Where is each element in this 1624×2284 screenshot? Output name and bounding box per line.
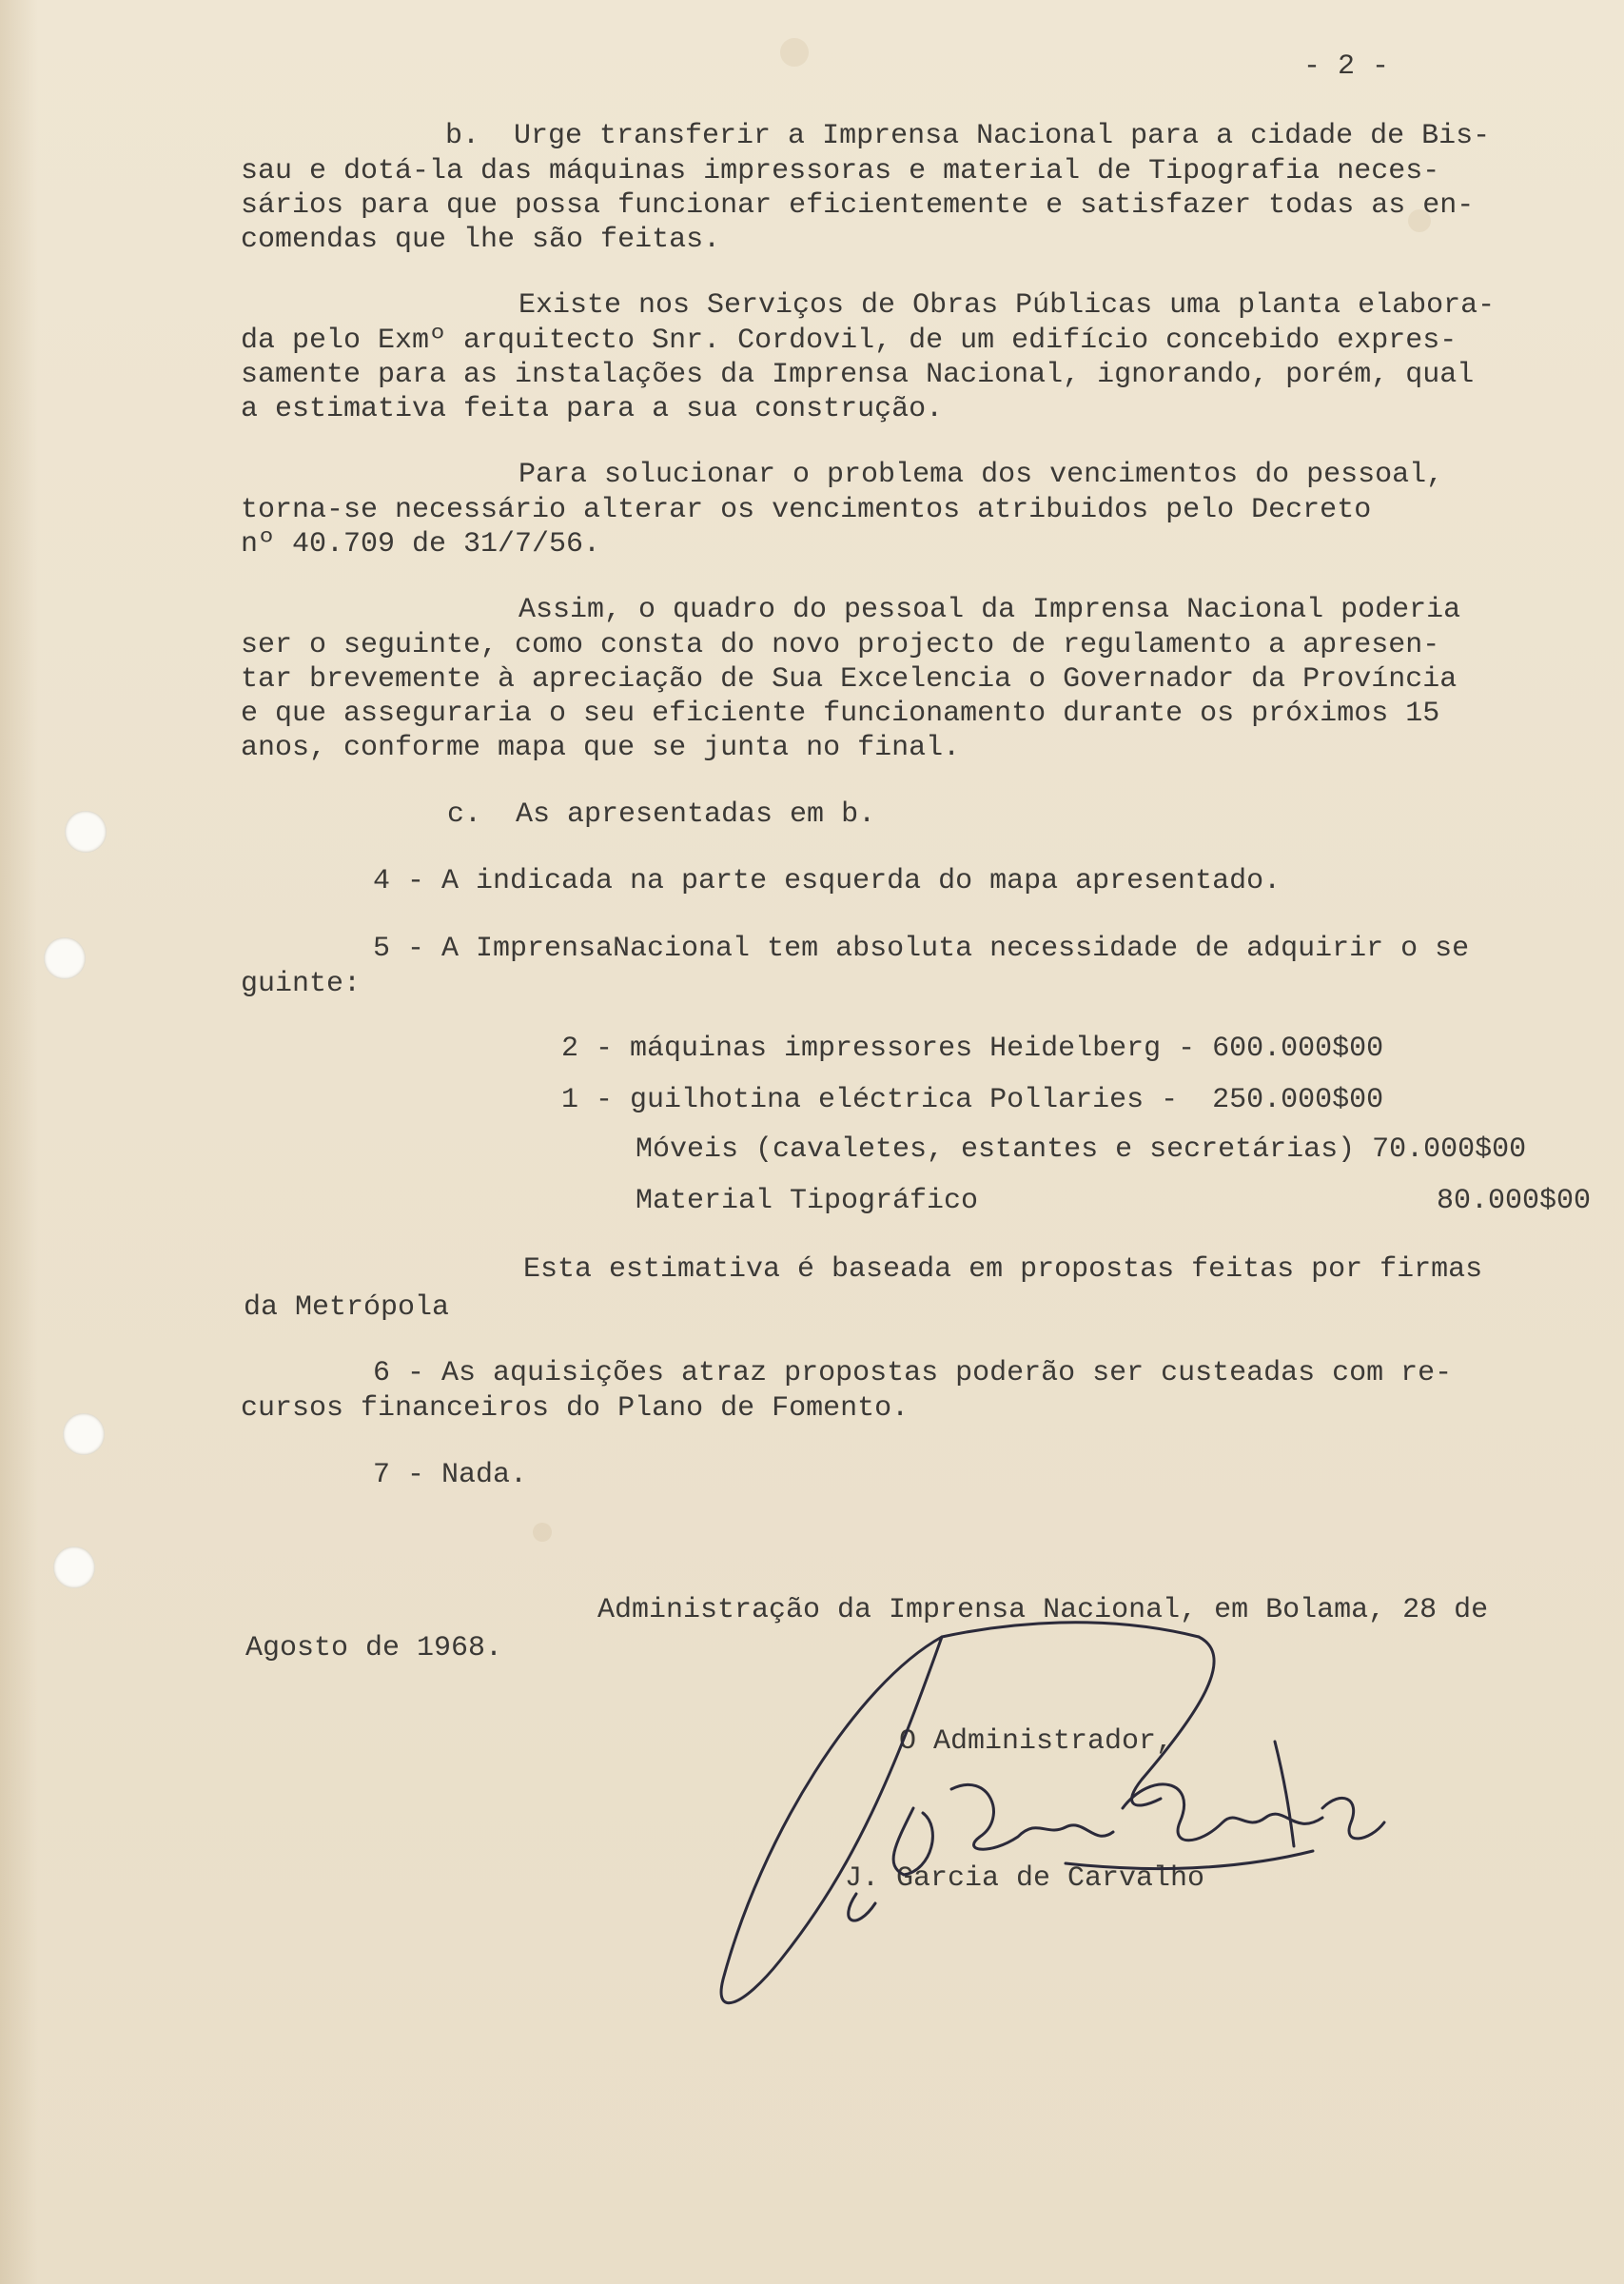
paragraph-existe-line-1: Existe nos Serviços de Obras Públicas uma planta elabora- — [519, 289, 1496, 322]
paper-stain — [533, 1523, 552, 1542]
handwritten-signature — [704, 1618, 1389, 2018]
closing-line-1: Administração da Imprensa Nacional, em Bolama, 28 de — [597, 1594, 1489, 1626]
paragraph-para-line-1: Para solucionar o problema dos vencimentos do pessoal, — [519, 459, 1444, 491]
item-7: 7 - Nada. — [373, 1459, 528, 1491]
item-c: c. As apresentadas em b. — [447, 798, 876, 831]
paragraph-para-line-2: torna-se necessário alterar os vencimentos atribuidos pelo Decreto — [241, 494, 1372, 526]
paragraph-assim-line-3: tar brevemente à apreciação de Sua Excelencia o Governador da Província — [241, 663, 1458, 696]
paper-edge-shadow — [0, 0, 38, 2284]
closing-line-2: Agosto de 1968. — [245, 1632, 503, 1664]
purchase-item-1: 2 - máquinas impressores Heidelberg - 600.000$00 — [561, 1033, 1384, 1065]
paragraph-b-line-4: comendas que lhe são feitas. — [241, 224, 721, 256]
paragraph-assim-line-1: Assim, o quadro do pessoal da Imprensa Nacional poderia — [519, 594, 1461, 626]
paragraph-b-line-2: sau e dotá-la das máquinas impressoras e material de Tipografia neces- — [241, 155, 1440, 187]
punch-hole — [53, 1546, 95, 1588]
item-6-line-2: cursos financeiros do Plano de Fomento. — [241, 1392, 910, 1425]
paragraph-assim-line-5: anos, conforme mapa que se junta no final. — [241, 732, 961, 764]
paragraph-assim-line-2: ser o seguinte, como consta do novo projecto de regulamento a apresen- — [241, 629, 1440, 661]
estimate-line-2: da Metrópola — [244, 1291, 450, 1324]
paragraph-existe-line-4: a estimativa feita para a sua construção. — [241, 393, 944, 425]
estimate-line-1: Esta estimativa é baseada em propostas feitas por firmas — [523, 1253, 1483, 1286]
purchase-item-4-value: 80.000$00 — [1437, 1185, 1592, 1217]
purchase-item-3: Móveis (cavaletes, estantes e secretárias) 70.000$00 — [636, 1133, 1527, 1166]
punch-hole — [65, 811, 107, 853]
page-number: - 2 - — [1303, 50, 1390, 83]
item-5-line-2: guinte: — [241, 968, 362, 1000]
paragraph-b-line-3: sários para que possa funcionar eficientemente e satisfazer todas as en- — [241, 189, 1475, 222]
purchase-item-4-label: Material Tipográfico — [636, 1185, 979, 1217]
paragraph-existe-line-2: da pelo Exmº arquitecto Snr. Cordovil, de um edifício concebido expres- — [241, 325, 1458, 357]
paragraph-assim-line-4: e que asseguraria o seu eficiente funcionamento durante os próximos 15 — [241, 698, 1440, 730]
item-6-line-1: 6 - As aquisições atraz propostas poderão ser custeadas com re- — [373, 1357, 1453, 1389]
punch-hole — [44, 937, 86, 979]
paragraph-b-line-1: b. Urge transferir a Imprensa Nacional para a cidade de Bis- — [445, 120, 1491, 152]
item-4: 4 - A indicada na parte esquerda do mapa apresentado. — [373, 865, 1282, 897]
signatory-name: J. Garcia de Carvalho — [845, 1862, 1205, 1895]
paper-stain — [780, 38, 809, 67]
punch-hole — [63, 1413, 105, 1455]
signature-title: O Administrador, — [899, 1725, 1174, 1758]
paragraph-existe-line-3: samente para as instalações da Imprensa Nacional, ignorando, porém, qual — [241, 359, 1475, 391]
purchase-item-2: 1 - guilhotina eléctrica Pollaries - 250.000$00 — [561, 1084, 1384, 1116]
paragraph-para-line-3: nº 40.709 de 31/7/56. — [241, 528, 601, 561]
item-5-line-1: 5 - A ImprensaNacional tem absoluta necessidade de adquirir o se — [373, 933, 1470, 965]
